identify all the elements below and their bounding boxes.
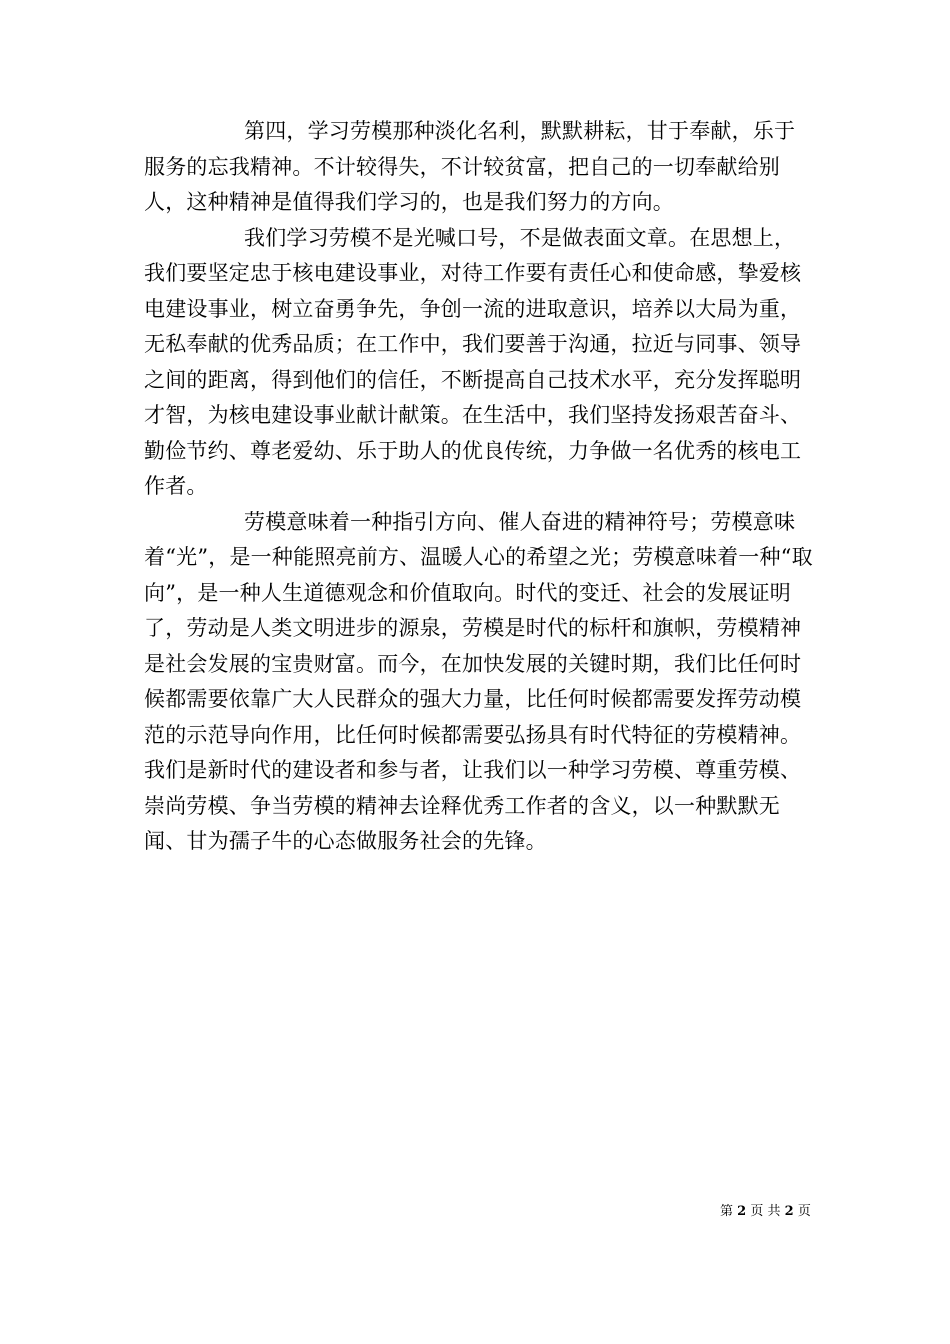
paragraph-3: 劳模意味着一种指引方向、催人奋进的精神符号；劳模意味着“光”，是一种能照亮前方、温暖人心的希望之光；劳模意味着一种“取向”，是一种人生道德观念和价值取向。时代的变迁、社会的发展证明了，劳动是人类文明进步的源泉，劳模是时代的标杆和旗帜，劳模精神是社会发展的宝贵财富。而今，在加快发展的关键时期，我们比任何时候都需要依靠广大人民群众的强大力量，比任何时候都需要发挥劳动模范的示范导向作用，比任何时候都需要弘扬具有时代特征的劳模精神。我们是新时代的建设者和参与者，让我们以一种学习劳模、尊重劳模、崇尚劳模、争当劳模的精神去诠释优秀工作者的含义，以一种默默无闻、甘为孺子牛的心态做服务社会的先锋。 xyxy=(144,509,813,853)
paragraph-2: 我们学习劳模不是光喊口号，不是做表面文章。在思想上，我们要坚定忠于核电建设事业，对待工作要有责任心和使命感，挚爱核电建设事业，树立奋勇争先，争创一流的进取意识，培养以大局为重，无私奉献的优秀品质；在工作中，我们要善于沟通，拉近与同事、领导之间的距离，得到他们的信任，不断提高自己技术水平，充分发挥聪明才智，为核电建设事业献计献策。在生活中，我们坚持发扬艰苦奋斗、勤俭节约、尊老爱幼、乐于助人的优良传统，力争做一名优秀的核电工作者。 xyxy=(144,225,802,498)
footer-suffix: 页 xyxy=(797,1204,811,1219)
footer-current-page: 2 xyxy=(737,1204,747,1219)
paragraph-1: 第四，学习劳模那种淡化名利，默默耕耘，甘于奉献，乐于服务的忘我精神。不计较得失，不计较贫富，把自己的一切奉献给别人，这种精神是值得我们学习的，也是我们努力的方向。 xyxy=(144,119,796,214)
footer-middle: 页 共 xyxy=(750,1204,781,1219)
footer-prefix: 第 xyxy=(720,1204,734,1219)
footer-total-pages: 2 xyxy=(784,1204,794,1219)
page-number-footer xyxy=(720,1203,811,1221)
document-body xyxy=(144,114,814,860)
